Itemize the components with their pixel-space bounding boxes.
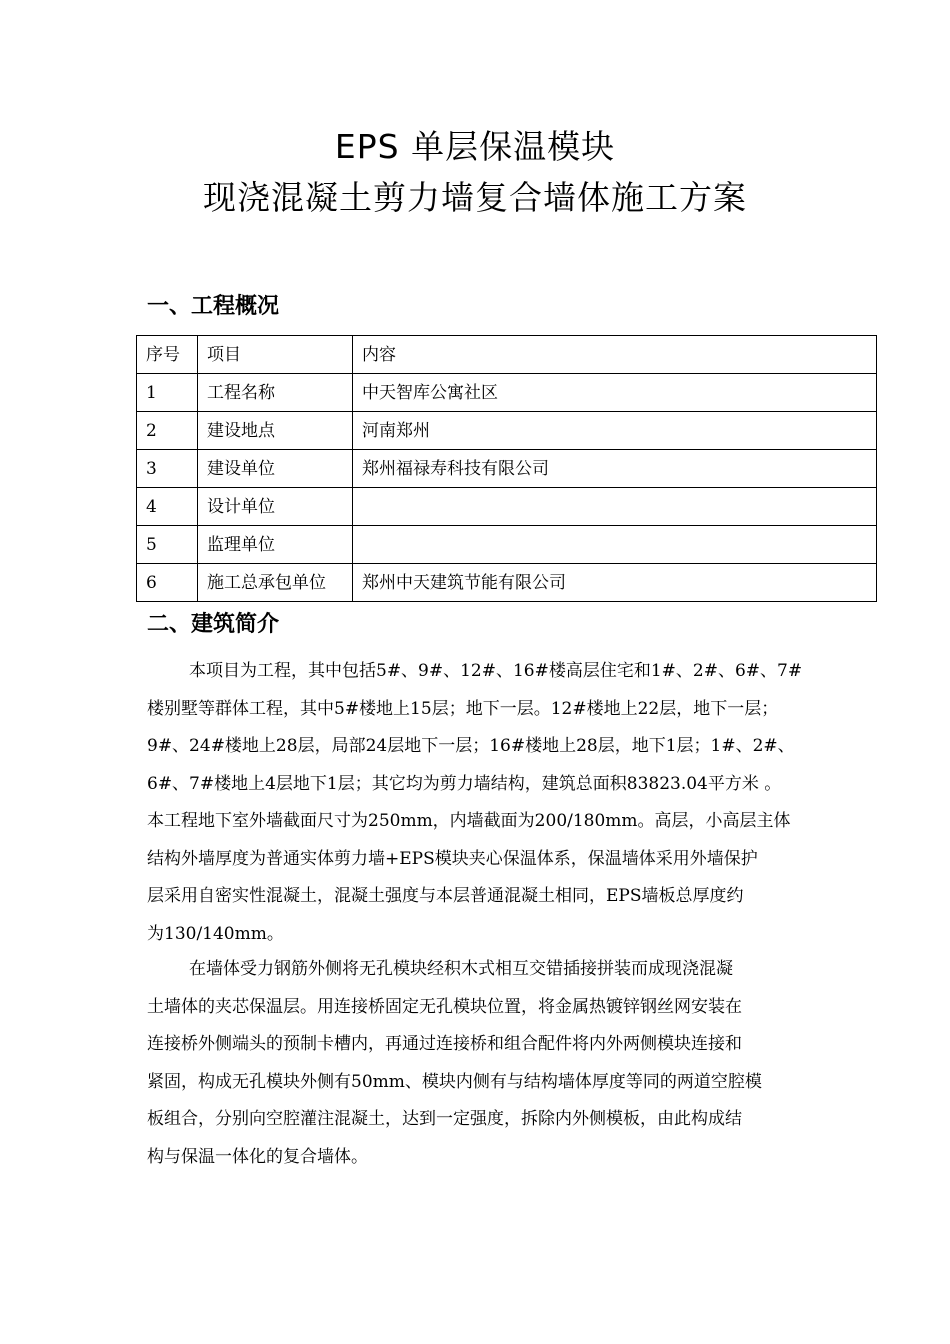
paragraph-line: 楼别墅等群体工程，其中5#楼地上15层；地下一层。12#楼地上22层，地下一层； [147,698,779,719]
table-cell-item: 工程名称 [198,374,353,412]
table-cell-item: 设计单位 [198,488,353,526]
table-cell-number: 5 [137,526,198,564]
building-intro-paragraph-2 [147,951,817,1176]
table-cell-content [353,526,877,564]
table-cell-content: 郑州福禄寿科技有限公司 [353,450,877,488]
table-cell-item: 建设地点 [198,412,353,450]
paragraph-line: 构与保温一体化的复合墙体。 [147,1146,368,1167]
paragraph-line: 连接桥外侧端头的预制卡槽内，再通过连接桥和组合配件将内外两侧模块连接和 [147,1034,742,1054]
table-cell-number: 3 [137,450,198,488]
table-header-cell: 序号 [137,336,198,374]
table-row [137,450,877,488]
table-cell-item: 监理单位 [198,526,353,564]
paragraph-line: 9#、24#楼地上28层，局部24层地下一层；16#楼地上28层，地下1层；1#、2#、 [147,736,795,756]
table-header-cell: 内容 [353,336,877,374]
project-overview-table [136,335,877,602]
table-cell-item: 建设单位 [198,450,353,488]
table-row [137,412,877,450]
table-cell-content: 郑州中天建筑节能有限公司 [353,564,877,602]
section-heading-building-intro: 二、建筑简介 [147,612,280,637]
paragraph-line: 紧固，构成无孔模块外侧有50mm、模块内侧有与结构墙体厚度等同的两道空腔模 [147,1071,762,1092]
table-row [137,564,877,602]
table-header-cell: 项目 [198,336,353,374]
paragraph-line: 层采用自密实性混凝土，混凝土强度与本层普通混凝土相同，EPS墙板总厚度约 [147,886,744,906]
table-row [137,374,877,412]
table-cell-number: 4 [137,488,198,526]
paragraph-line: 本项目为工程，其中包括5#、9#、12#、16#楼高层住宅和1#、2#、6#、7# [189,661,803,681]
building-intro-paragraph-1 [147,653,817,953]
table-cell-number: 6 [137,564,198,602]
table-cell-number: 1 [137,374,198,412]
table-cell-content: 河南郑州 [353,412,877,450]
paragraph-line: 结构外墙厚度为普通实体剪力墙+EPS模块夹心保温体系，保温墙体采用外墙保护 [147,848,758,869]
paragraph-line: 6#、7#楼地上4层地下1层；其它均为剪力墙结构，建筑总面积83823.04平方米 。 [147,773,782,794]
section-heading-overview: 一、工程概况 [147,294,280,319]
document-title-line-1: EPS 单层保温模块 [334,127,616,166]
table-cell-item: 施工总承包单位 [198,564,353,602]
paragraph-line: 为130/140mm。 [147,923,284,944]
paragraph-line: 土墙体的夹芯保温层。用连接桥固定无孔模块位置，将金属热镀锌钢丝网安装在 [147,996,742,1017]
paragraph-line: 板组合，分别向空腔灌注混凝土，达到一定强度，拆除内外侧模板，由此构成结 [147,1109,742,1129]
table-cell-content [353,488,877,526]
paragraph-line: 在墙体受力钢筋外侧将无孔模块经积木式相互交错插接拼装而成现浇混凝 [189,959,733,979]
table-cell-content: 中天智库公寓社区 [353,374,877,412]
paragraph-line: 本工程地下室外墙截面尺寸为250mm，内墙截面为200/180mm。高层，小高层主体 [147,811,791,831]
document-title-line-2: 现浇混凝土剪力墙复合墙体施工方案 [203,178,747,217]
table-header-row [137,336,877,374]
table-cell-number: 2 [137,412,198,450]
table-row [137,526,877,564]
table-row [137,488,877,526]
